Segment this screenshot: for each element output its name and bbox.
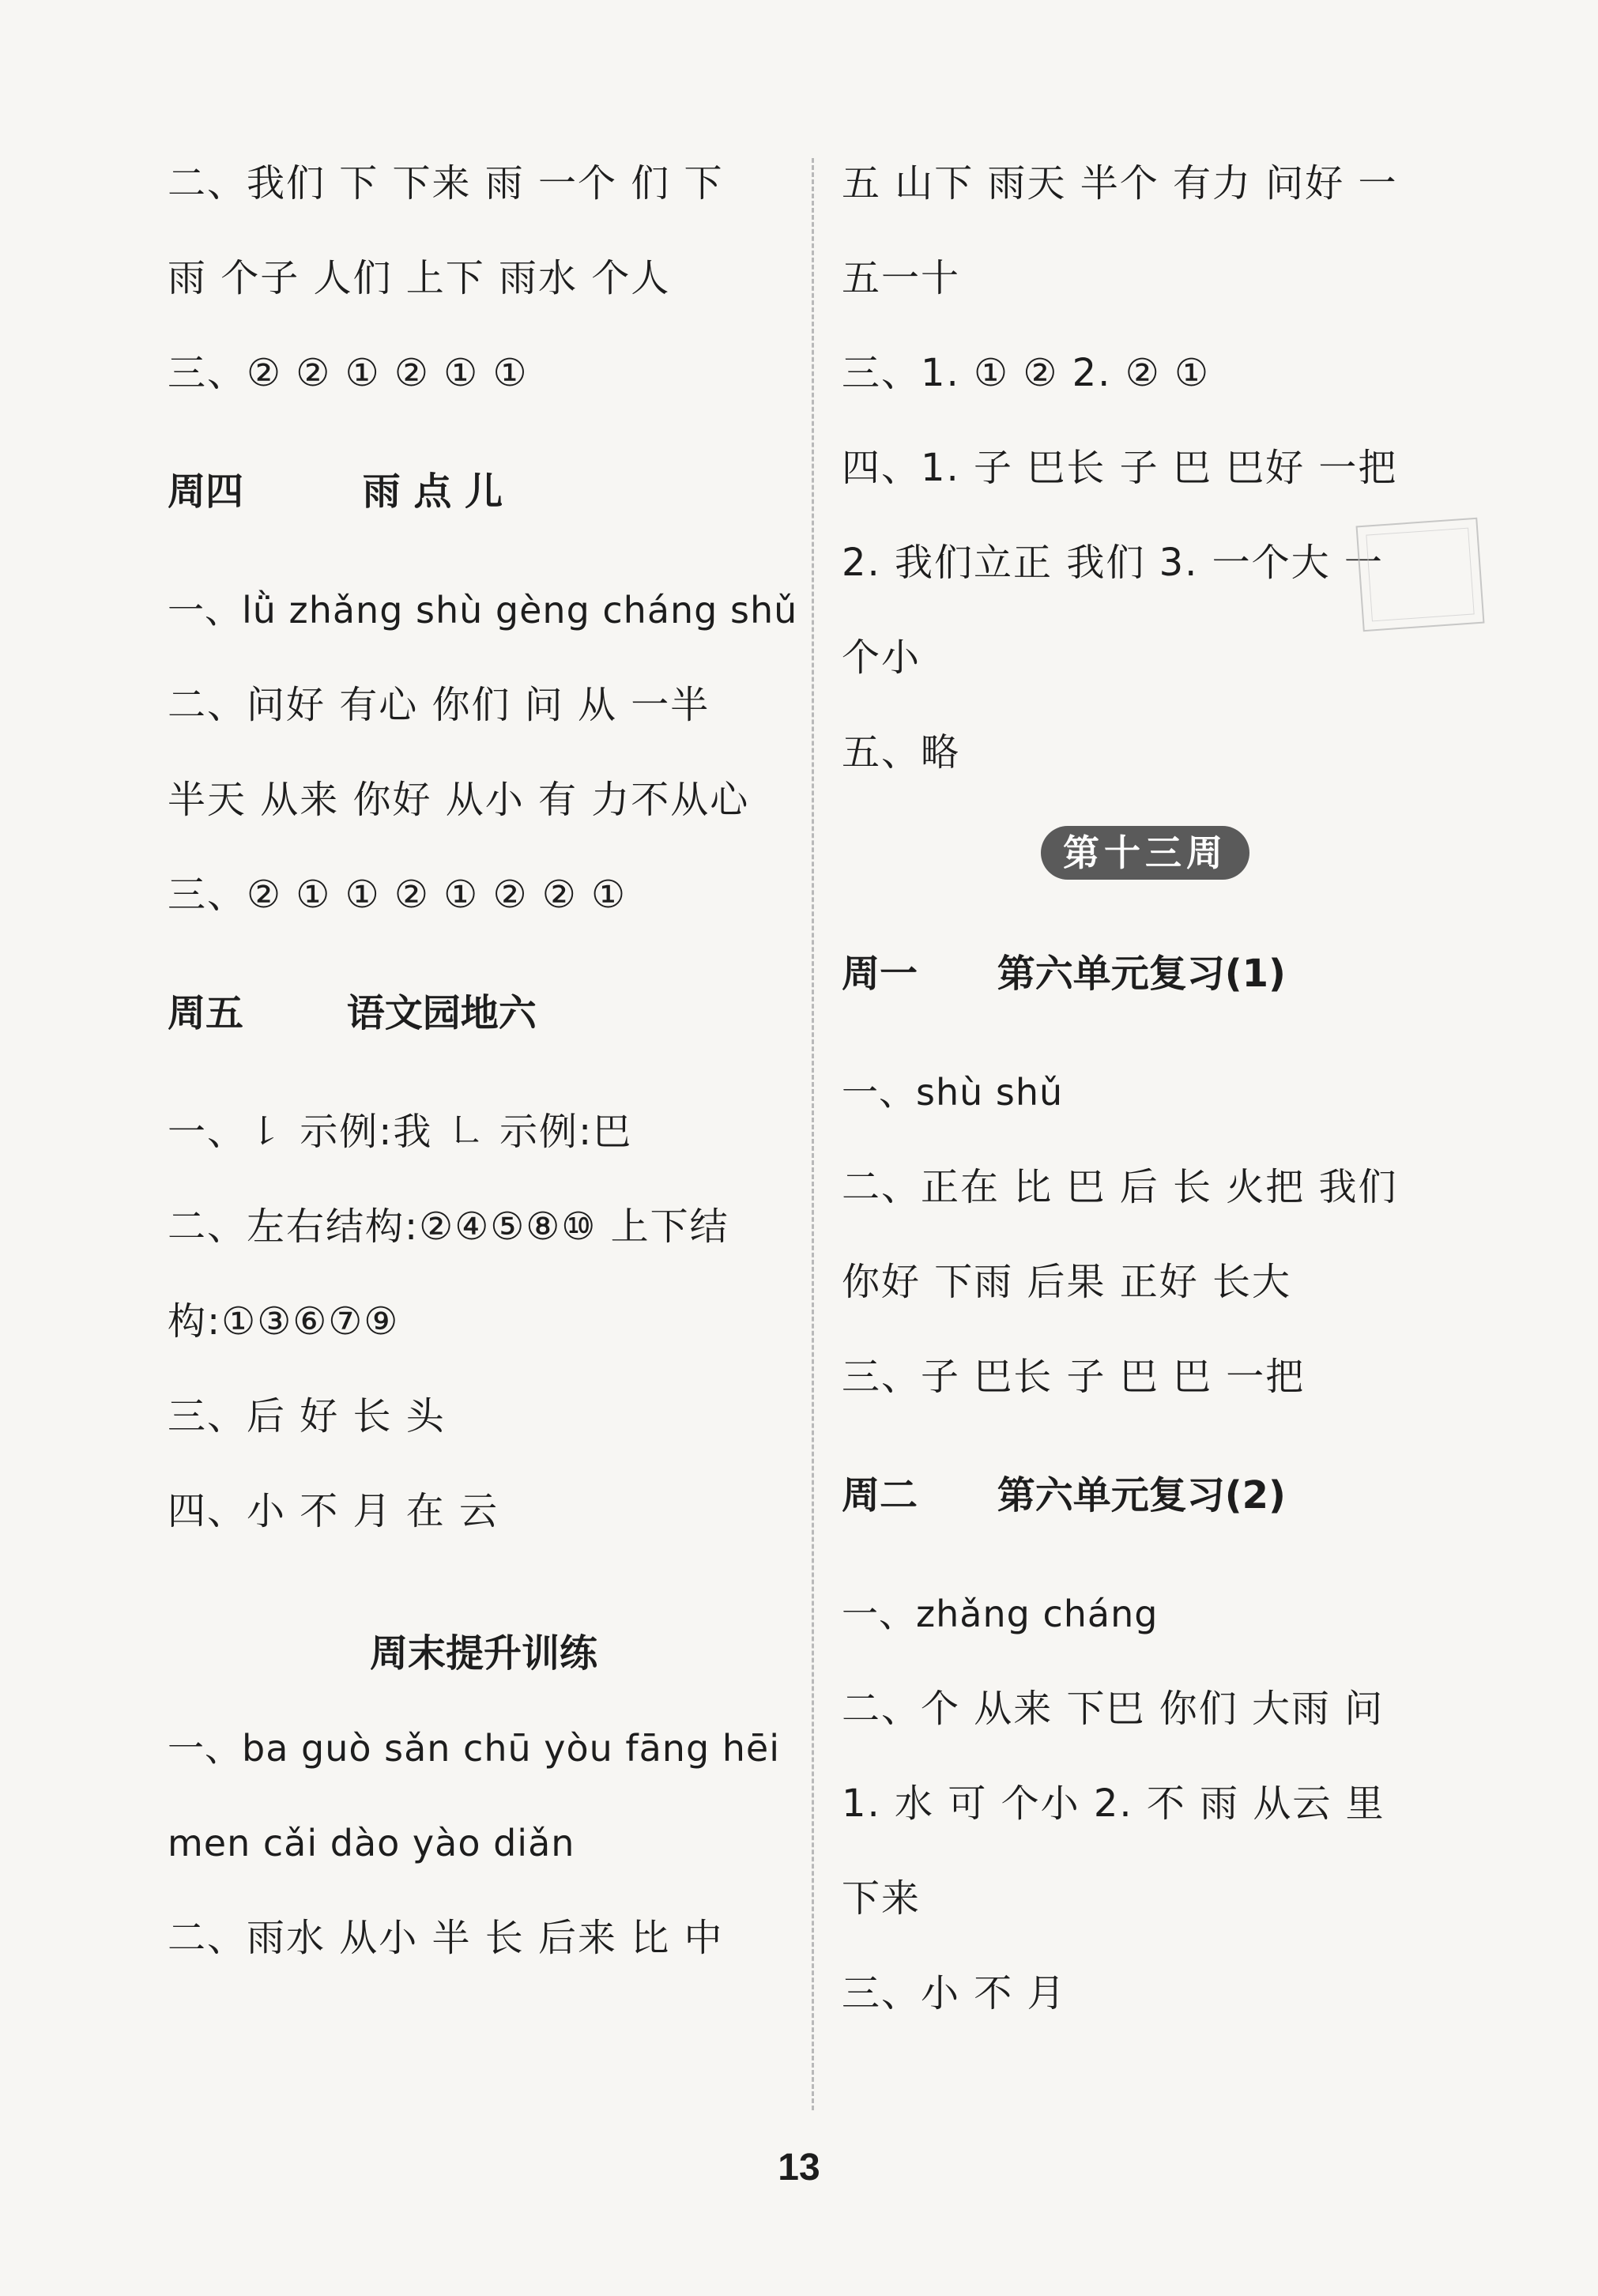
answer-line: 下来: [842, 1876, 921, 1921]
page-number: 13: [778, 2147, 820, 2189]
week-badge-row: [842, 814, 1474, 941]
section-day: 周二: [842, 1473, 918, 1517]
watermark-stamp: [1356, 518, 1485, 631]
answer-line: 2. 我们立正 我们 3. 一个大 一: [842, 541, 1384, 585]
section-day: 周四: [168, 469, 244, 514]
week-badge: 第十三周: [1041, 826, 1249, 880]
left-column: [168, 150, 800, 2000]
section-title: 雨 点 儿: [362, 469, 503, 514]
weekend-training-title: 周末提升训练: [369, 1631, 597, 1676]
answer-line: 二、正在 比 巴 后 长 火把 我们: [842, 1165, 1398, 1209]
answer-line: 构:①③⑥⑦⑨: [168, 1299, 400, 1344]
answer-line: 五 山下 雨天 半个 有力 问好 一: [842, 161, 1398, 205]
section-heading-friday: [168, 980, 800, 1075]
answer-line: 二、个 从来 下巴 你们 大雨 问: [842, 1687, 1385, 1731]
answer-line: 三、1. ① ② 2. ② ①: [842, 351, 1211, 395]
section-title: 语文园地六: [346, 991, 537, 1035]
section-title: 第六单元复习(1): [997, 952, 1286, 996]
section-heading-monday: [842, 941, 1474, 1035]
section-day: 周五: [168, 991, 244, 1035]
answer-line: 二、问好 有心 你们 问 从 一半: [168, 683, 710, 727]
answer-line: 一、zhǎng cháng: [842, 1593, 1159, 1635]
column-divider: [812, 158, 814, 2110]
answer-line: 四、1. 子 巴长 子 巴 巴好 一把: [842, 446, 1398, 490]
answer-line: 雨 个子 人们 上下 雨水 个人: [168, 256, 671, 300]
answer-line: 1. 水 可 个小 2. 不 雨 从云 里: [842, 1781, 1385, 1826]
answer-line: 一、ba guò sǎn chū yòu fāng hēi: [168, 1727, 781, 1770]
answer-line: 一、㇙ 示例:我 ㇗ 示例:巴: [168, 1110, 633, 1154]
answer-line: 四、小 不 月 在 云: [168, 1489, 499, 1533]
answer-line: 三、② ① ① ② ① ② ② ①: [168, 873, 628, 917]
section-heading-tuesday: [842, 1462, 1474, 1557]
answer-line: 二、我们 下 下来 雨 一个 们 下: [168, 161, 724, 205]
right-column: [842, 150, 1474, 2055]
answer-line: 个小: [842, 635, 921, 680]
answer-line: 五一十: [842, 256, 961, 300]
answer-line: 三、② ② ① ② ① ①: [168, 351, 529, 395]
section-heading-thursday: [168, 458, 800, 553]
answer-line: 三、小 不 月: [842, 1971, 1067, 2015]
answer-line: 五、略: [842, 730, 961, 775]
answer-line: 二、雨水 从小 半 长 后来 比 中: [168, 1916, 724, 1960]
answer-line: 一、shù shǔ: [842, 1071, 1064, 1114]
section-day: 周一: [842, 952, 918, 996]
answer-line: 半天 从来 你好 从小 有 力不从心: [168, 778, 750, 822]
answer-line: 你好 下雨 后果 正好 长大: [842, 1260, 1292, 1304]
answer-line: 三、后 好 长 头: [168, 1394, 446, 1438]
section-title: 第六单元复习(2): [997, 1473, 1286, 1517]
answer-line: men cǎi dào yào diǎn: [168, 1822, 575, 1864]
answer-line: 三、子 巴长 子 巴 巴 一把: [842, 1355, 1306, 1399]
answer-line: 二、左右结构:②④⑤⑧⑩ 上下结: [168, 1205, 729, 1249]
answer-line: 一、lǜ zhǎng shù gèng cháng shǔ: [168, 589, 798, 631]
